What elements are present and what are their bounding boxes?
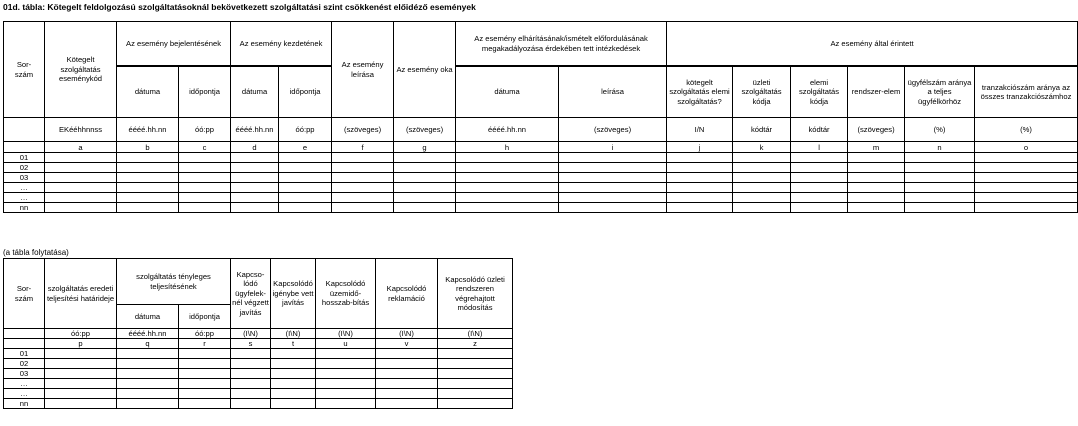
- data-cell[interactable]: [394, 183, 456, 193]
- data-cell[interactable]: [117, 369, 179, 379]
- sub-header-j: kötegelt szolgáltatás elemi szolgáltatás?: [667, 67, 733, 118]
- data-cell[interactable]: [559, 173, 667, 183]
- format-cell: (I\N): [316, 329, 376, 339]
- data-cell[interactable]: [279, 153, 332, 163]
- format-cell: (szöveges): [332, 118, 394, 142]
- format-cell: (szöveges): [848, 118, 905, 142]
- data-cell[interactable]: [271, 359, 316, 369]
- data-cell[interactable]: [117, 183, 179, 193]
- table-row: [4, 183, 1078, 193]
- data-cell[interactable]: [117, 173, 179, 183]
- data-cell[interactable]: [438, 389, 513, 399]
- data-cell[interactable]: [905, 203, 975, 213]
- data-cell[interactable]: [848, 173, 905, 183]
- column-letter: d: [231, 142, 279, 153]
- data-cell[interactable]: [45, 359, 117, 369]
- data-cell[interactable]: [179, 203, 231, 213]
- row-number: …: [4, 389, 45, 399]
- header-tenyleges-teljesites: szolgáltatás tényleges teljesítésének: [117, 259, 231, 305]
- data-cell[interactable]: [332, 163, 394, 173]
- data-cell[interactable]: [848, 203, 905, 213]
- format-cell: óó:pp: [45, 329, 117, 339]
- data-cell[interactable]: [733, 183, 791, 193]
- data-cell[interactable]: [117, 203, 179, 213]
- data-cell[interactable]: [394, 173, 456, 183]
- row-number: …: [4, 379, 45, 389]
- data-cell[interactable]: [117, 349, 179, 359]
- data-cell[interactable]: [271, 349, 316, 359]
- data-cell[interactable]: [848, 153, 905, 163]
- data-cell[interactable]: [394, 163, 456, 173]
- sub-header-l: elemi szolgáltatás kódja: [791, 67, 848, 118]
- data-cell[interactable]: [975, 173, 1078, 183]
- sub-header-d: dátuma: [231, 67, 279, 118]
- header-bejelentes: Az esemény bejelentésének: [117, 22, 231, 66]
- data-cell[interactable]: [231, 153, 279, 163]
- row-number: 01: [4, 153, 45, 163]
- format-cell: EKééhhnnss: [45, 118, 117, 142]
- column-letter: u: [316, 339, 376, 349]
- data-cell[interactable]: [332, 173, 394, 183]
- column-letter: c: [179, 142, 231, 153]
- data-cell[interactable]: [231, 349, 271, 359]
- data-cell[interactable]: [271, 379, 316, 389]
- data-cell[interactable]: [117, 389, 179, 399]
- data-cell[interactable]: [791, 193, 848, 203]
- data-cell[interactable]: [559, 183, 667, 193]
- data-cell[interactable]: [231, 359, 271, 369]
- column-letter: t: [271, 339, 316, 349]
- data-cell[interactable]: [376, 359, 438, 369]
- row-number: …: [4, 193, 45, 203]
- data-cell[interactable]: [438, 369, 513, 379]
- data-cell[interactable]: [394, 153, 456, 163]
- data-cell[interactable]: [456, 153, 559, 163]
- letter-row: [4, 142, 1078, 153]
- data-cell[interactable]: [45, 193, 117, 203]
- data-cell[interactable]: [559, 163, 667, 173]
- data-cell[interactable]: [848, 163, 905, 173]
- data-cell[interactable]: [45, 173, 117, 183]
- data-cell[interactable]: [231, 389, 271, 399]
- blank-cell: [4, 329, 45, 339]
- data-cell[interactable]: [975, 163, 1078, 173]
- data-cell[interactable]: [279, 203, 332, 213]
- data-cell[interactable]: [438, 359, 513, 369]
- column-letter: o: [975, 142, 1078, 153]
- table-row: [4, 389, 513, 399]
- header-kezdet: Az esemény kezdetének: [231, 22, 332, 66]
- data-cell[interactable]: [376, 349, 438, 359]
- data-cell[interactable]: [279, 193, 332, 203]
- data-cell[interactable]: [332, 183, 394, 193]
- format-cell: (%): [905, 118, 975, 142]
- sub-header-m: rendszer-elem: [848, 67, 905, 118]
- data-cell[interactable]: [667, 203, 733, 213]
- blank-cell: [4, 118, 45, 142]
- header-eredeti-hatarido: szolgáltatás eredeti teljesítési határideje: [45, 259, 117, 329]
- data-cell[interactable]: [231, 203, 279, 213]
- data-cell[interactable]: [179, 399, 231, 409]
- sub-header-n: ügyfélszám aránya a teljes ügyfélkörhöz: [905, 67, 975, 118]
- sub-header-o: tranzakciószám aránya az összes tranzakciószámhoz: [975, 67, 1078, 118]
- data-cell[interactable]: [733, 163, 791, 173]
- format-cell: (I\N): [231, 329, 271, 339]
- data-cell[interactable]: [791, 163, 848, 173]
- format-cell: kódtár: [791, 118, 848, 142]
- data-cell[interactable]: [438, 379, 513, 389]
- column-letter: p: [45, 339, 117, 349]
- column-letter: f: [332, 142, 394, 153]
- data-cell[interactable]: [316, 349, 376, 359]
- data-cell[interactable]: [271, 399, 316, 409]
- table-row: [4, 359, 513, 369]
- format-cell: (I\N): [438, 329, 513, 339]
- data-cell[interactable]: [332, 203, 394, 213]
- data-cell[interactable]: [117, 399, 179, 409]
- data-cell[interactable]: [316, 369, 376, 379]
- data-cell[interactable]: [316, 379, 376, 389]
- data-cell[interactable]: [179, 193, 231, 203]
- data-cell[interactable]: [117, 193, 179, 203]
- data-cell[interactable]: [667, 183, 733, 193]
- sub-header-i: leírása: [559, 67, 667, 118]
- page-title: 01d. tábla: Kötegelt feldolgozású szolgáltatásoknál bekövetkezett szolgáltatási szint csökkenést előidéző események: [3, 2, 476, 12]
- data-cell[interactable]: [179, 379, 231, 389]
- format-cell: óó:pp: [279, 118, 332, 142]
- data-cell[interactable]: [438, 349, 513, 359]
- row-number: nn: [4, 399, 45, 409]
- data-cell[interactable]: [394, 193, 456, 203]
- data-cell[interactable]: [733, 173, 791, 183]
- data-cell[interactable]: [376, 369, 438, 379]
- blank-cell: [4, 142, 45, 153]
- data-cell[interactable]: [791, 173, 848, 183]
- data-cell[interactable]: [117, 359, 179, 369]
- data-cell[interactable]: [117, 153, 179, 163]
- format-cell: éééé.hh.nn: [117, 329, 179, 339]
- sub-header-k: üzleti szolgáltatás kódja: [733, 67, 791, 118]
- format-cell: éééé.hh.nn: [456, 118, 559, 142]
- column-letter: h: [456, 142, 559, 153]
- column-letter: a: [45, 142, 117, 153]
- data-cell[interactable]: [848, 183, 905, 193]
- data-cell[interactable]: [316, 399, 376, 409]
- header-ugyfeleknel-javitas: Kapcso-lódó ügyfelek-nél végzett javítás: [231, 259, 271, 329]
- data-cell[interactable]: [279, 173, 332, 183]
- header-sorszam: Sor- szám: [4, 22, 45, 118]
- data-cell[interactable]: [179, 359, 231, 369]
- data-cell[interactable]: [791, 153, 848, 163]
- blank-cell: [4, 339, 45, 349]
- data-cell[interactable]: [791, 183, 848, 193]
- data-cell[interactable]: [231, 379, 271, 389]
- data-cell[interactable]: [179, 349, 231, 359]
- column-letter: l: [791, 142, 848, 153]
- data-cell[interactable]: [456, 193, 559, 203]
- data-cell[interactable]: [117, 163, 179, 173]
- header-reklamacio: Kapcsolódó reklamáció: [376, 259, 438, 329]
- data-cell[interactable]: [438, 399, 513, 409]
- data-cell[interactable]: [271, 389, 316, 399]
- data-cell[interactable]: [231, 173, 279, 183]
- data-cell[interactable]: [905, 153, 975, 163]
- data-cell[interactable]: [667, 193, 733, 203]
- row-number: 01: [4, 349, 45, 359]
- data-cell[interactable]: [45, 379, 117, 389]
- table-row: [4, 173, 1078, 183]
- header-igenybe-vett-javitas: Kapcsolódó igénybe vett javítás: [271, 259, 316, 329]
- data-cell[interactable]: [45, 183, 117, 193]
- data-cell[interactable]: [332, 153, 394, 163]
- data-cell[interactable]: [394, 203, 456, 213]
- data-cell[interactable]: [905, 193, 975, 203]
- column-letter: g: [394, 142, 456, 153]
- data-cell[interactable]: [667, 173, 733, 183]
- data-cell[interactable]: [975, 193, 1078, 203]
- data-cell[interactable]: [316, 359, 376, 369]
- format-cell: I/N: [667, 118, 733, 142]
- data-cell[interactable]: [45, 369, 117, 379]
- data-cell[interactable]: [905, 173, 975, 183]
- sub-header-h: dátuma: [456, 67, 559, 118]
- table-row: [4, 399, 513, 409]
- sub-header-e: időpontja: [279, 67, 332, 118]
- header-leiras: Az esemény leírása: [332, 22, 394, 118]
- data-cell[interactable]: [376, 389, 438, 399]
- row-number: nn: [4, 203, 45, 213]
- data-cell[interactable]: [271, 369, 316, 379]
- data-cell[interactable]: [975, 203, 1078, 213]
- sub-header-c: időpontja: [179, 67, 231, 118]
- sub-header-r: időpontja: [179, 305, 231, 329]
- data-cell[interactable]: [231, 193, 279, 203]
- column-letter: j: [667, 142, 733, 153]
- row-number: 02: [4, 163, 45, 173]
- data-cell[interactable]: [791, 203, 848, 213]
- table-row: [4, 203, 1078, 213]
- header-sorszam: Sor- szám: [4, 259, 45, 329]
- data-cell[interactable]: [376, 379, 438, 389]
- data-cell[interactable]: [279, 183, 332, 193]
- data-cell[interactable]: [559, 193, 667, 203]
- column-letter: z: [438, 339, 513, 349]
- letter-row: [4, 339, 513, 349]
- format-cell: éééé.hh.nn: [231, 118, 279, 142]
- data-cell[interactable]: [45, 203, 117, 213]
- data-cell[interactable]: [733, 193, 791, 203]
- format-cell: (I\N): [376, 329, 438, 339]
- row-number: …: [4, 183, 45, 193]
- data-cell[interactable]: [559, 203, 667, 213]
- data-cell[interactable]: [45, 163, 117, 173]
- data-cell[interactable]: [667, 153, 733, 163]
- data-cell[interactable]: [667, 163, 733, 173]
- data-cell[interactable]: [456, 183, 559, 193]
- row-number: 03: [4, 173, 45, 183]
- data-cell[interactable]: [179, 153, 231, 163]
- sub-header-b: dátuma: [117, 67, 179, 118]
- column-letter: i: [559, 142, 667, 153]
- continuation-label: (a tábla folytatása): [3, 248, 69, 257]
- header-elharitas: Az esemény elhárításának/ismételt előfordulásának megakadályozása érdekében tett intézkedések: [456, 22, 667, 66]
- format-cell: óó:pp: [179, 118, 231, 142]
- header-uzleti-modositas: Kapcsolódó üzleti rendszeren végrehajtott módosítás: [438, 259, 513, 329]
- column-letter: k: [733, 142, 791, 153]
- data-cell[interactable]: [456, 203, 559, 213]
- data-cell[interactable]: [975, 183, 1078, 193]
- main-events-table: [3, 21, 1078, 213]
- column-letter: n: [905, 142, 975, 153]
- row-number: 02: [4, 359, 45, 369]
- header-oka: Az esemény oka: [394, 22, 456, 118]
- data-cell[interactable]: [179, 369, 231, 379]
- column-letter: s: [231, 339, 271, 349]
- data-cell[interactable]: [179, 183, 231, 193]
- data-cell[interactable]: [332, 193, 394, 203]
- format-cell: (%): [975, 118, 1078, 142]
- table-row: [4, 379, 513, 389]
- data-cell[interactable]: [231, 183, 279, 193]
- data-cell[interactable]: [279, 163, 332, 173]
- data-cell[interactable]: [179, 173, 231, 183]
- row-number: 03: [4, 369, 45, 379]
- data-cell[interactable]: [231, 399, 271, 409]
- column-letter: r: [179, 339, 231, 349]
- data-cell[interactable]: [45, 153, 117, 163]
- data-cell[interactable]: [45, 399, 117, 409]
- data-cell[interactable]: [559, 153, 667, 163]
- format-cell: óó:pp: [179, 329, 231, 339]
- data-cell[interactable]: [179, 163, 231, 173]
- data-cell[interactable]: [231, 369, 271, 379]
- column-letter: m: [848, 142, 905, 153]
- format-cell: éééé.hh.nn: [117, 118, 179, 142]
- header-erintett: Az esemény által érintett: [667, 22, 1078, 66]
- format-row: [4, 329, 513, 339]
- header-uzemido-hosszabbitas: Kapcsolódó üzemidő-hosszab-bítás: [316, 259, 376, 329]
- format-cell: kódtár: [733, 118, 791, 142]
- column-letter: e: [279, 142, 332, 153]
- format-cell: (szöveges): [559, 118, 667, 142]
- data-cell[interactable]: [231, 163, 279, 173]
- sub-header-q: dátuma: [117, 305, 179, 329]
- format-row: [4, 118, 1078, 142]
- data-cell[interactable]: [179, 389, 231, 399]
- table-row: [4, 153, 1078, 163]
- column-letter: v: [376, 339, 438, 349]
- data-cell[interactable]: [975, 153, 1078, 163]
- data-cell[interactable]: [45, 389, 117, 399]
- format-cell: (I\N): [271, 329, 316, 339]
- data-cell[interactable]: [316, 389, 376, 399]
- data-cell[interactable]: [117, 379, 179, 389]
- data-cell[interactable]: [848, 193, 905, 203]
- table-row: [4, 193, 1078, 203]
- header-kotegelt-esemenykod: Kötegelt szolgáltatás eseménykód: [45, 22, 117, 118]
- data-cell[interactable]: [733, 153, 791, 163]
- data-cell[interactable]: [456, 163, 559, 173]
- data-cell[interactable]: [905, 163, 975, 173]
- table-row: [4, 163, 1078, 173]
- table-row: [4, 349, 513, 359]
- data-cell[interactable]: [733, 203, 791, 213]
- column-letter: b: [117, 142, 179, 153]
- format-cell: (szöveges): [394, 118, 456, 142]
- table-row: [4, 369, 513, 379]
- data-cell[interactable]: [45, 349, 117, 359]
- data-cell[interactable]: [456, 173, 559, 183]
- data-cell[interactable]: [905, 183, 975, 193]
- data-cell[interactable]: [376, 399, 438, 409]
- column-letter: q: [117, 339, 179, 349]
- continuation-table: [3, 258, 513, 409]
